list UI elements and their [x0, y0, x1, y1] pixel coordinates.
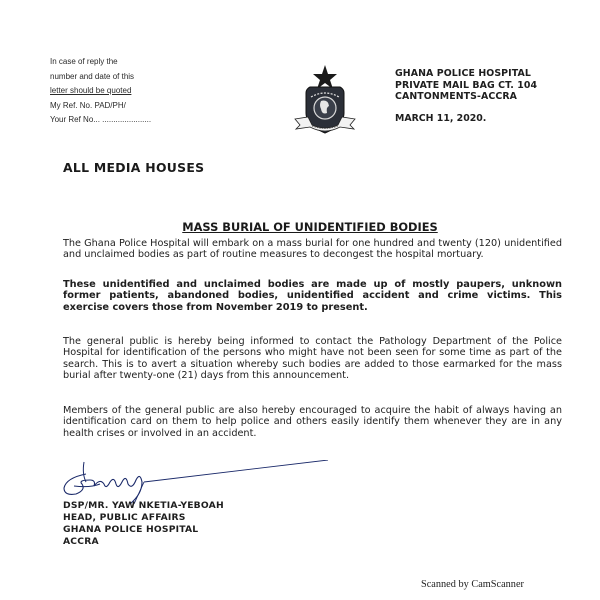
signatory-block [63, 500, 224, 548]
signatory-name: DSP/MR. YAW NKETIA-YEBOAH [63, 500, 224, 511]
paragraph-id-card-advice: Members of the general public are also hereby encouraged to acquire the habit of always having an identification card on them to help police and others easily identify them whenever they are in any health crises or involved in an accident. [63, 405, 562, 439]
signatory-organization: GHANA POLICE HOSPITAL [63, 524, 199, 535]
camscanner-watermark: Scanned by CamScanner [421, 579, 524, 590]
letter-date: MARCH 11, 2020. [395, 113, 487, 124]
address-line: CANTONMENTS-ACCRA [395, 91, 518, 102]
reference-line: In case of reply the [50, 57, 118, 66]
your-ref-number: Your Ref No... ...................... [50, 115, 152, 124]
letter-title: MASS BURIAL OF UNIDENTIFIED BODIES [182, 220, 438, 234]
my-ref-number: My Ref. No. PAD/PH/ [50, 100, 126, 110]
signatory-title: HEAD, PUBLIC AFFAIRS [63, 512, 186, 523]
paragraph-burial-announcement: The Ghana Police Hospital will embark on a mass burial for one hundred and twenty (120) unidentified and unclaimed bodies as part of routine measures to decongest the hospital mortuary. [63, 238, 562, 261]
reference-block [50, 55, 151, 128]
reference-line: number and date of this [50, 71, 135, 81]
paragraph-bodies-description: These unidentified and unclaimed bodies are made up of mostly paupers, unknown former patients, abandoned bodies, unidentified accident and crime victims. This exercise covers those from November 2019 to present. [63, 279, 562, 313]
paragraph-public-notice: The general public is hereby being informed to contact the Pathology Department of the Police Hospital for identification of the persons who might have not been seen for some time as part of the search. This is to avert a situation whereby such bodies are added to those earmarked for the mass burial after twenty-one (21) days from this announcement. [63, 336, 562, 382]
recipient: ALL MEDIA HOUSES [63, 160, 205, 175]
address-line: GHANA POLICE HOSPITAL [395, 68, 531, 79]
reference-line: letter should be quoted [50, 86, 132, 95]
hospital-address [395, 68, 537, 103]
address-line: PRIVATE MAIL BAG CT. 104 [395, 79, 538, 91]
ghana-police-crest-icon [292, 63, 358, 138]
signature [60, 460, 330, 505]
crest-star [313, 65, 337, 89]
signatory-city: ACCRA [63, 536, 99, 547]
